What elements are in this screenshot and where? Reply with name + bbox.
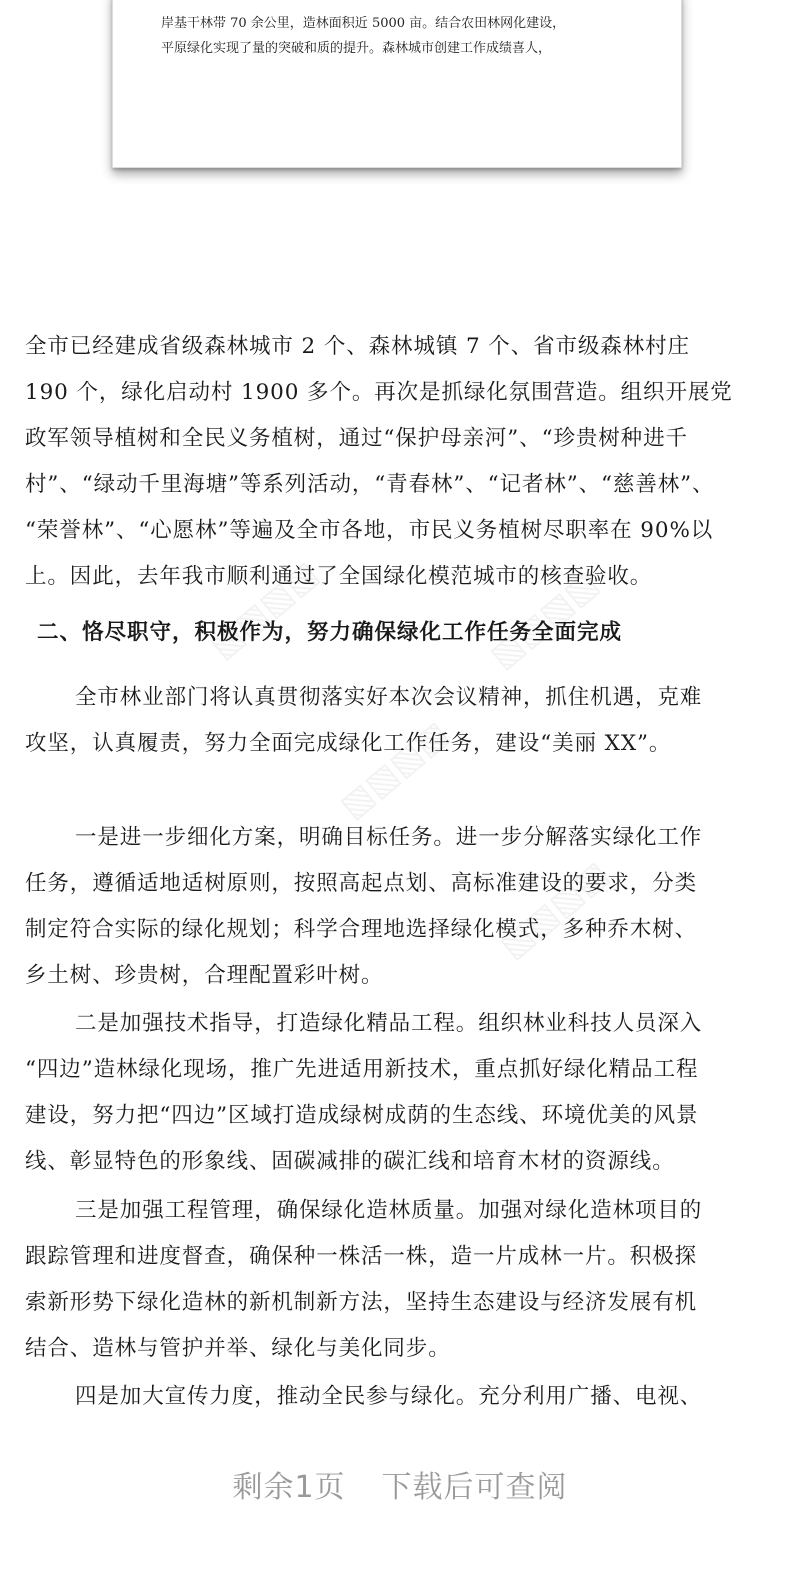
text-line: 任务，遵循适地适树原则，按照高起点划、高标准建设的要求，分类 — [25, 871, 698, 896]
text-line: 乡土树、珍贵树，合理配置彩叶树。 — [25, 963, 384, 988]
text-line: 二是加强技术指导，打造绿化精品工程。组织林业科技人员深入 — [75, 1011, 703, 1036]
text-line: 村”、“绿动千里海塘”等系列活动，“青春林”、“记者林”、“慈善林”、 — [25, 472, 715, 497]
text-line: 四是加大宣传力度，推动全民参与绿化。充分利用广播、电视、 — [75, 1384, 703, 1409]
text-line: 索新形势下绿化造林的新机制新方法，坚持生态建设与经济发展有机 — [25, 1290, 698, 1315]
text-line: 跟踪管理和进度督查，确保种一株活一株，造一片成林一片。积极探 — [25, 1244, 698, 1269]
text-line: 攻坚，认真履责，努力全面完成绿化工作任务，建设“美丽 XX”。 — [25, 731, 672, 756]
watermark: ▧▧▧▧ — [202, 553, 327, 667]
text-line: 建设，努力把“四边”区域打造成绿树成荫的生态线、环境优美的风景 — [25, 1103, 699, 1128]
text-line: “四边”造林绿化现场，推广先进适用新技术，重点抓好绿化精品工程 — [25, 1057, 699, 1082]
text-line: 制定符合实际的绿化规划；科学合理地选择绿化模式，多种乔木树、 — [25, 917, 698, 942]
remaining-pages-label: 剩余1页 — [232, 1470, 346, 1505]
text-line: “荣誉林”、“心愿林”等遍及全市各地，市民义务植树尽职率在 90%以 — [25, 518, 714, 543]
watermark: ▧▧▧▧ — [492, 853, 617, 967]
watermark: ▧▧▧▧ — [332, 713, 457, 827]
section-heading: 二、恪尽职守，积极作为，努力确保绿化工作任务全面完成 — [37, 620, 623, 645]
text-line: 政军领导植树和全民义务植树，通过“保护母亲河”、“珍贵树种进千 — [25, 426, 688, 451]
text-line: 全市林业部门将认真贯彻落实好本次会议精神，抓住机遇，克难 — [75, 685, 703, 710]
text-line: 全市已经建成省级森林城市 2 个、森林城镇 7 个、省市级森林村庄 — [25, 334, 690, 359]
text-line: 190 个，绿化启动村 1900 多个。再次是抓绿化氛围营造。组织开展党 — [25, 380, 733, 405]
text-line: 三是加强工程管理，确保绿化造林质量。加强对绿化造林项目的 — [75, 1198, 703, 1223]
text-line: 结合、造林与管护并举、绿化与美化同步。 — [25, 1336, 451, 1361]
text-line: 一是进一步细化方案，明确目标任务。进一步分解落实绿化工作 — [75, 825, 703, 850]
text-line: 线、彰显特色的形象线、固碳减排的碳汇线和培育木材的资源线。 — [25, 1149, 675, 1174]
remaining-pages-notice[interactable] — [0, 1462, 800, 1506]
previous-page-preview — [112, 0, 682, 168]
text-line: 上。因此，去年我市顺利通过了全国绿化模范城市的核查验收。 — [25, 564, 653, 589]
preview-line: 岸基干林带 70 余公里，造林面积近 5000 亩。结合农田林网化建设， — [161, 16, 566, 31]
watermark: ▧▧▧▧ — [482, 563, 607, 677]
top-band — [0, 0, 800, 215]
download-hint-label: 下载后可查阅 — [381, 1470, 568, 1505]
preview-line: 平原绿化实现了量的突破和质的提升。森林城市创建工作成绩喜人， — [161, 41, 552, 56]
